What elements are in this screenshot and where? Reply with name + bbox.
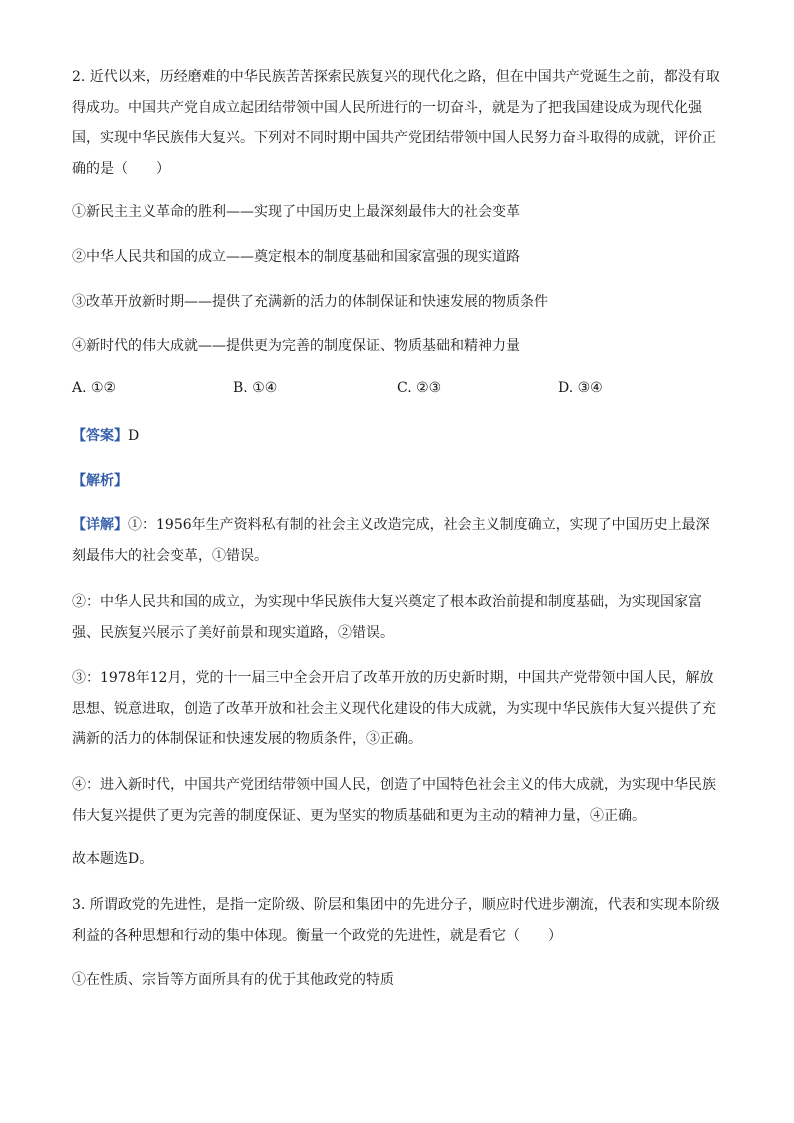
option-b: B. ①④ <box>233 380 278 396</box>
question-3-item-1: ①在性质、宗旨等方面所具有的优于其他政党的特质 <box>72 972 394 988</box>
detail-tag: 【详解】 <box>72 517 128 533</box>
answer-value: D <box>128 428 140 444</box>
detail-4-text: ④：进入新时代，中国共产党团结带领中国人民，创造了中国特色社会主义的伟大成就，为实现中华民族伟大复兴提供了更为完善的制度保证、更为坚实的物质基础和更为主动的精神力量，④正确。 <box>72 777 716 824</box>
detail-2 <box>72 587 722 648</box>
detail-3-text: ③：1978年12月，党的十一届三中全会开启了改革开放的历史新时期，中国共产党带领中国人民，解放思想、锐意进取，创造了改革开放和社会主义现代化建设的伟大成就，为实现中华民族伟大复兴提供了充满新的活力的体制保证和快速发展的物质条件，③正确。 <box>72 670 716 747</box>
analysis-line <box>72 470 722 490</box>
conclusion: 故本题选D。 <box>72 851 154 867</box>
question-2-stem <box>72 62 722 184</box>
detail-3 <box>72 663 722 755</box>
detail-2-text: ②：中华人民共和国的成立，为实现中华民族伟大复兴奠定了根本政治前提和制度基础，为实现国家富强、民族复兴展示了美好前景和现实道路，②错误。 <box>72 594 702 641</box>
detail-1 <box>72 510 722 571</box>
detail-1-text: ①：1956年生产资料私有制的社会主义改造完成，社会主义制度确立，实现了中国历史上最深刻最伟大的社会变革，①错误。 <box>72 517 710 564</box>
option-a: A. ①② <box>72 380 117 396</box>
question-2-item-2: ②中华人民共和国的成立——奠定根本的制度基础和国家富强的现实道路 <box>72 249 520 265</box>
question-2-stem-text: 2. 近代以来，历经磨难的中华民族苦苦探索民族复兴的现代化之路，但在中国共产党诞生之前，都没有取得成功。中国共产党自成立起团结带领中国人民所进行的一切奋斗，就是为了把我国建设成为现代化强国，实现中华民族伟大复兴。下列对不同时期中国共产党团结带领中国人民努力奋斗取得的成就，评价正确的是（ ） <box>72 69 720 177</box>
answer-line <box>72 425 722 445</box>
question-3-stem-text: 3. 所谓政党的先进性，是指一定阶级、阶层和集团中的先进分子，顺应时代进步潮流，代表和实现本阶级利益的各种思想和行动的集中体现。衡量一个政党的先进性，就是看它（ ） <box>72 897 720 944</box>
option-c: C. ②③ <box>397 380 442 396</box>
analysis-tag: 【解析】 <box>72 473 128 489</box>
question-3-stem <box>72 890 722 951</box>
question-2-options <box>72 380 722 408</box>
answer-tag: 【答案】 <box>72 428 128 444</box>
question-2-item-4: ④新时代的伟大成就——提供更为完善的制度保证、物质基础和精神力量 <box>72 338 520 354</box>
question-2-item-3: ③改革开放新时期——提供了充满新的活力的体制保证和快速发展的物质条件 <box>72 294 548 310</box>
option-d: D. ③④ <box>558 380 603 396</box>
question-2-item-1: ①新民主主义革命的胜利——实现了中国历史上最深刻最伟大的社会变革 <box>72 204 520 220</box>
detail-4 <box>72 770 722 831</box>
